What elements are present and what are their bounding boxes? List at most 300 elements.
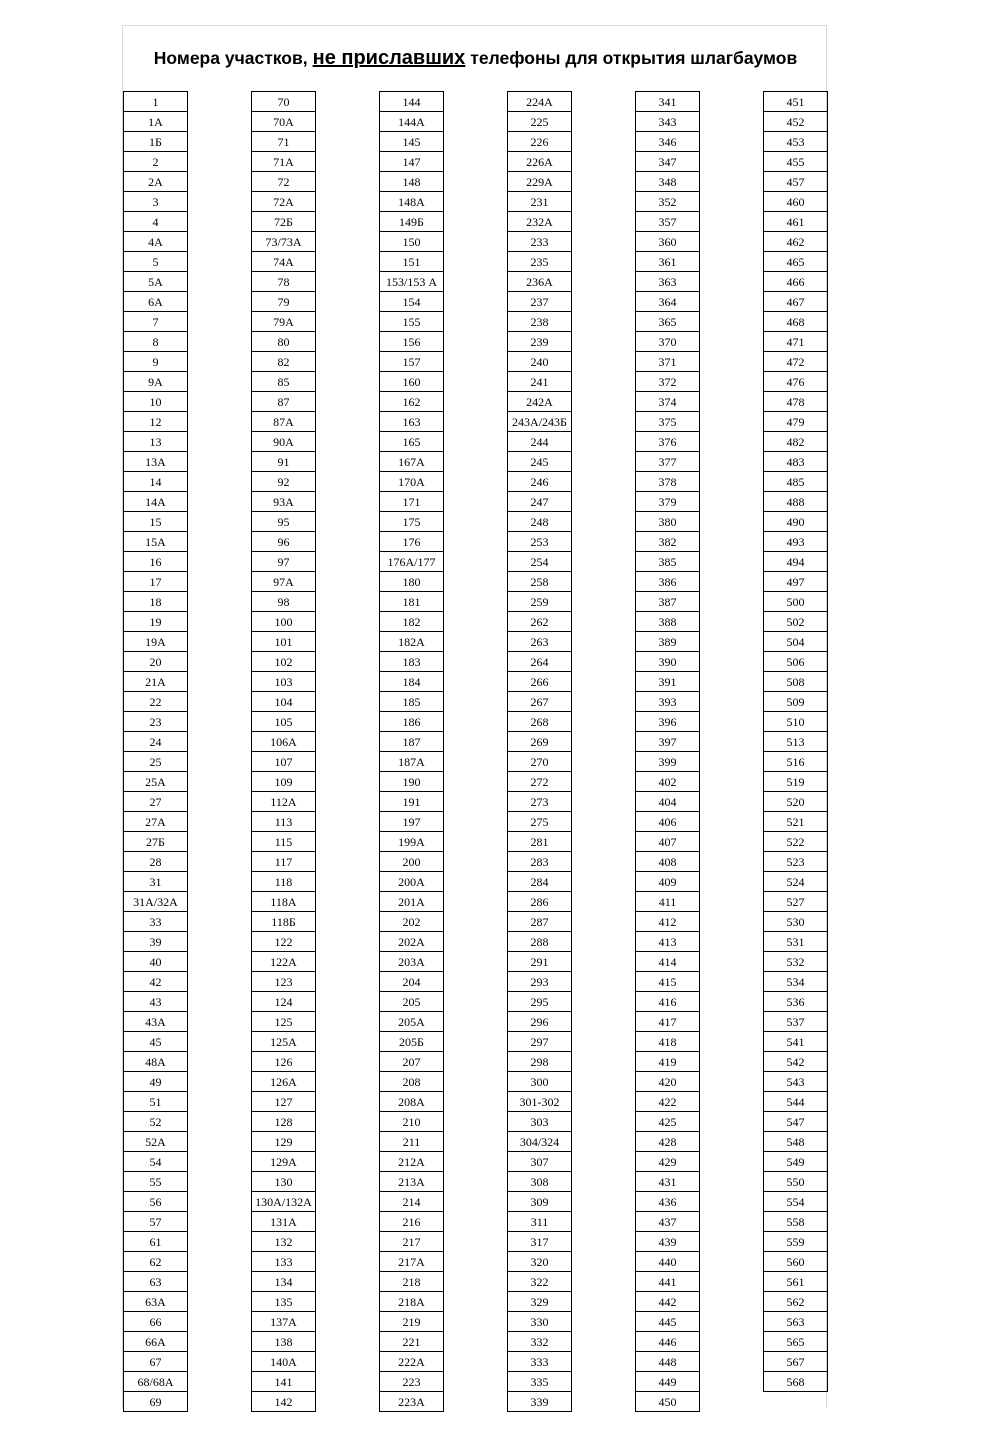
plot-number-cell: 56 bbox=[124, 1192, 187, 1212]
plot-number-cell: 375 bbox=[636, 412, 699, 432]
plot-number-cell: 70А bbox=[252, 112, 315, 132]
plot-number-cell: 506 bbox=[764, 652, 827, 672]
plot-column-5 bbox=[635, 91, 700, 1412]
plot-number-cell: 297 bbox=[508, 1032, 571, 1052]
plot-number-cell: 244 bbox=[508, 432, 571, 452]
plot-number-cell: 500 bbox=[764, 592, 827, 612]
plot-number-cell: 527 bbox=[764, 892, 827, 912]
plot-number-cell: 231 bbox=[508, 192, 571, 212]
plot-number-cell: 301-302 bbox=[508, 1092, 571, 1112]
plot-number-cell: 437 bbox=[636, 1212, 699, 1232]
plot-number-cell: 330 bbox=[508, 1312, 571, 1332]
plot-number-cell: 451 bbox=[764, 91, 827, 112]
plot-number-cell: 346 bbox=[636, 132, 699, 152]
plot-number-cell: 15А bbox=[124, 532, 187, 552]
plot-column-6 bbox=[763, 91, 828, 1392]
plot-number-cell: 79А bbox=[252, 312, 315, 332]
plot-number-cell: 516 bbox=[764, 752, 827, 772]
plot-number-cell: 457 bbox=[764, 172, 827, 192]
plot-number-cell: 40 bbox=[124, 952, 187, 972]
plot-number-cell: 31 bbox=[124, 872, 187, 892]
plot-number-cell: 187 bbox=[380, 732, 443, 752]
plot-number-cell: 268 bbox=[508, 712, 571, 732]
plot-number-cell: 422 bbox=[636, 1092, 699, 1112]
plot-number-cell: 25 bbox=[124, 752, 187, 772]
plot-number-cell: 339 bbox=[508, 1392, 571, 1412]
plot-number-cell: 300 bbox=[508, 1072, 571, 1092]
plot-number-cell: 380 bbox=[636, 512, 699, 532]
plot-number-cell: 118Б bbox=[252, 912, 315, 932]
plot-number-cell: 101 bbox=[252, 632, 315, 652]
plot-number-cell: 554 bbox=[764, 1192, 827, 1212]
plot-number-cell: 207 bbox=[380, 1052, 443, 1072]
plot-number-cell: 442 bbox=[636, 1292, 699, 1312]
plot-number-cell: 85 bbox=[252, 372, 315, 392]
plot-number-cell: 28 bbox=[124, 852, 187, 872]
plot-number-cell: 117 bbox=[252, 852, 315, 872]
plot-number-cell: 153/153 А bbox=[380, 272, 443, 292]
plot-number-cell: 549 bbox=[764, 1152, 827, 1172]
plot-number-cell: 205 bbox=[380, 992, 443, 1012]
plot-number-cell: 298 bbox=[508, 1052, 571, 1072]
plot-number-cell: 441 bbox=[636, 1272, 699, 1292]
plot-number-cell: 9А bbox=[124, 372, 187, 392]
title-prefix: Номера участков, bbox=[153, 48, 308, 68]
plot-number-cell: 563 bbox=[764, 1312, 827, 1332]
plot-number-cell: 2 bbox=[124, 152, 187, 172]
plot-number-cell: 90А bbox=[252, 432, 315, 452]
plot-number-cell: 504 bbox=[764, 632, 827, 652]
plot-number-cell: 510 bbox=[764, 712, 827, 732]
plot-number-cell: 24 bbox=[124, 732, 187, 752]
plot-number-cell: 71 bbox=[252, 132, 315, 152]
plot-number-cell: 513 bbox=[764, 732, 827, 752]
plot-number-cell: 542 bbox=[764, 1052, 827, 1072]
plot-number-cell: 236А bbox=[508, 272, 571, 292]
plot-number-cell: 273 bbox=[508, 792, 571, 812]
plot-number-cell: 379 bbox=[636, 492, 699, 512]
plot-number-cell: 490 bbox=[764, 512, 827, 532]
plot-number-cell: 240 bbox=[508, 352, 571, 372]
plot-number-cell: 66 bbox=[124, 1312, 187, 1332]
plot-number-cell: 1Б bbox=[124, 132, 187, 152]
plot-number-cell: 522 bbox=[764, 832, 827, 852]
plot-number-cell: 184 bbox=[380, 672, 443, 692]
plot-number-cell: 14А bbox=[124, 492, 187, 512]
plot-number-cell: 248 bbox=[508, 512, 571, 532]
plot-number-cell: 203А bbox=[380, 952, 443, 972]
plot-number-cell: 5А bbox=[124, 272, 187, 292]
plot-number-cell: 183 bbox=[380, 652, 443, 672]
plot-number-cell: 204 bbox=[380, 972, 443, 992]
plot-number-cell: 497 bbox=[764, 572, 827, 592]
plot-number-cell: 216 bbox=[380, 1212, 443, 1232]
plot-number-cell: 156 bbox=[380, 332, 443, 352]
plot-number-cell: 472 bbox=[764, 352, 827, 372]
plot-number-cell: 386 bbox=[636, 572, 699, 592]
plot-number-cell: 127 bbox=[252, 1092, 315, 1112]
plot-number-cell: 468 bbox=[764, 312, 827, 332]
plot-number-cell: 126А bbox=[252, 1072, 315, 1092]
plot-number-cell: 322 bbox=[508, 1272, 571, 1292]
plot-number-cell: 55 bbox=[124, 1172, 187, 1192]
plot-number-cell: 155 bbox=[380, 312, 443, 332]
plot-number-cell: 4 bbox=[124, 212, 187, 232]
plot-number-cell: 465 bbox=[764, 252, 827, 272]
plot-number-cell: 478 bbox=[764, 392, 827, 412]
plot-number-cell: 71А bbox=[252, 152, 315, 172]
plot-number-cell: 162 bbox=[380, 392, 443, 412]
plot-number-cell: 72А bbox=[252, 192, 315, 212]
plot-number-cell: 201А bbox=[380, 892, 443, 912]
plot-number-cell: 233 bbox=[508, 232, 571, 252]
plot-number-cell: 98 bbox=[252, 592, 315, 612]
plot-number-cell: 138 bbox=[252, 1332, 315, 1352]
plot-number-cell: 388 bbox=[636, 612, 699, 632]
plot-number-cell: 22 bbox=[124, 692, 187, 712]
plot-number-cell: 115 bbox=[252, 832, 315, 852]
plot-number-cell: 151 bbox=[380, 252, 443, 272]
plot-number-cell: 370 bbox=[636, 332, 699, 352]
plot-number-cell: 295 bbox=[508, 992, 571, 1012]
plot-number-cell: 452 bbox=[764, 112, 827, 132]
plot-number-cell: 258 bbox=[508, 572, 571, 592]
plot-number-cell: 393 bbox=[636, 692, 699, 712]
plot-number-cell: 208А bbox=[380, 1092, 443, 1112]
plot-number-cell: 95 bbox=[252, 512, 315, 532]
plot-number-cell: 19 bbox=[124, 612, 187, 632]
plot-number-cell: 521 bbox=[764, 812, 827, 832]
plot-number-cell: 118 bbox=[252, 872, 315, 892]
plot-number-cell: 148 bbox=[380, 172, 443, 192]
plot-number-cell: 91 bbox=[252, 452, 315, 472]
plot-number-cell: 190 bbox=[380, 772, 443, 792]
plot-column-1 bbox=[123, 91, 188, 1412]
plot-number-cell: 182 bbox=[380, 612, 443, 632]
plot-number-cell: 440 bbox=[636, 1252, 699, 1272]
plot-number-cell: 416 bbox=[636, 992, 699, 1012]
plot-number-cell: 281 bbox=[508, 832, 571, 852]
plot-number-cell: 439 bbox=[636, 1232, 699, 1252]
plot-number-cell: 407 bbox=[636, 832, 699, 852]
plot-number-cell: 3 bbox=[124, 192, 187, 212]
plot-number-cell: 67 bbox=[124, 1352, 187, 1372]
plot-number-cell: 453 bbox=[764, 132, 827, 152]
plot-number-cell: 267 bbox=[508, 692, 571, 712]
plot-number-cell: 547 bbox=[764, 1112, 827, 1132]
plot-number-cell: 97 bbox=[252, 552, 315, 572]
plot-number-cell: 125 bbox=[252, 1012, 315, 1032]
plot-number-cell: 562 bbox=[764, 1292, 827, 1312]
plot-number-cell: 284 bbox=[508, 872, 571, 892]
plot-number-cell: 376 bbox=[636, 432, 699, 452]
plot-number-cell: 385 bbox=[636, 552, 699, 572]
plot-number-cell: 49 bbox=[124, 1072, 187, 1092]
plot-number-cell: 27А bbox=[124, 812, 187, 832]
plot-number-cell: 411 bbox=[636, 892, 699, 912]
plot-number-cell: 304/324 bbox=[508, 1132, 571, 1152]
plot-number-cell: 66А bbox=[124, 1332, 187, 1352]
plot-number-cell: 33 bbox=[124, 912, 187, 932]
plot-number-cell: 27Б bbox=[124, 832, 187, 852]
plot-number-cell: 390 bbox=[636, 652, 699, 672]
plot-number-cell: 374 bbox=[636, 392, 699, 412]
plot-number-cell: 449 bbox=[636, 1372, 699, 1392]
plot-number-cell: 536 bbox=[764, 992, 827, 1012]
plot-number-cell: 2А bbox=[124, 172, 187, 192]
plot-number-cell: 341 bbox=[636, 91, 699, 112]
plot-number-cell: 4А bbox=[124, 232, 187, 252]
plot-number-cell: 263 bbox=[508, 632, 571, 652]
plot-number-cell: 288 bbox=[508, 932, 571, 952]
plot-number-cell: 135 bbox=[252, 1292, 315, 1312]
plot-number-cell: 12 bbox=[124, 412, 187, 432]
plot-number-cell: 396 bbox=[636, 712, 699, 732]
plot-number-cell: 534 bbox=[764, 972, 827, 992]
plot-number-cell: 25А bbox=[124, 772, 187, 792]
plot-number-cell: 87А bbox=[252, 412, 315, 432]
plot-number-cell: 467 bbox=[764, 292, 827, 312]
plot-number-cell: 176А/177 bbox=[380, 552, 443, 572]
plot-number-cell: 217А bbox=[380, 1252, 443, 1272]
plot-number-cell: 157 bbox=[380, 352, 443, 372]
plot-number-cell: 15 bbox=[124, 512, 187, 532]
plot-number-cell: 5 bbox=[124, 252, 187, 272]
plot-number-cell: 414 bbox=[636, 952, 699, 972]
plot-number-cell: 222А bbox=[380, 1352, 443, 1372]
plot-number-cell: 448 bbox=[636, 1352, 699, 1372]
plot-column-4 bbox=[507, 91, 572, 1412]
plot-number-cell: 63А bbox=[124, 1292, 187, 1312]
plot-number-cell: 104 bbox=[252, 692, 315, 712]
plot-column-3 bbox=[379, 91, 444, 1412]
plot-number-cell: 112А bbox=[252, 792, 315, 812]
plot-number-cell: 237 bbox=[508, 292, 571, 312]
plot-number-cell: 455 bbox=[764, 152, 827, 172]
plot-number-cell: 102 bbox=[252, 652, 315, 672]
plot-number-cell: 431 bbox=[636, 1172, 699, 1192]
title-emphasis: не приславших bbox=[312, 47, 466, 69]
plot-number-cell: 13А bbox=[124, 452, 187, 472]
plot-number-cell: 436 bbox=[636, 1192, 699, 1212]
plot-number-cell: 509 bbox=[764, 692, 827, 712]
plot-number-cell: 544 bbox=[764, 1092, 827, 1112]
plot-number-cell: 132 bbox=[252, 1232, 315, 1252]
plot-number-cell: 311 bbox=[508, 1212, 571, 1232]
plot-number-cell: 1А bbox=[124, 112, 187, 132]
plot-number-cell: 283 bbox=[508, 852, 571, 872]
plot-number-cell: 270 bbox=[508, 752, 571, 772]
plot-number-cell: 63 bbox=[124, 1272, 187, 1292]
plot-number-cell: 199А bbox=[380, 832, 443, 852]
plot-number-cell: 10 bbox=[124, 392, 187, 412]
plot-number-cell: 247 bbox=[508, 492, 571, 512]
plot-number-cell: 471 bbox=[764, 332, 827, 352]
plot-number-cell: 530 bbox=[764, 912, 827, 932]
plot-number-cell: 137А bbox=[252, 1312, 315, 1332]
plot-number-cell: 61 bbox=[124, 1232, 187, 1252]
plot-number-cell: 129 bbox=[252, 1132, 315, 1152]
plot-number-cell: 246 bbox=[508, 472, 571, 492]
plot-number-cell: 70 bbox=[252, 91, 315, 112]
plot-number-cell: 567 bbox=[764, 1352, 827, 1372]
plot-number-cell: 266 bbox=[508, 672, 571, 692]
plot-number-cell: 317 bbox=[508, 1232, 571, 1252]
plot-number-cell: 445 bbox=[636, 1312, 699, 1332]
plot-number-cell: 364 bbox=[636, 292, 699, 312]
plot-number-cell: 52 bbox=[124, 1112, 187, 1132]
plot-number-cell: 382 bbox=[636, 532, 699, 552]
plot-number-cell: 296 bbox=[508, 1012, 571, 1032]
plot-number-cell: 72 bbox=[252, 172, 315, 192]
plot-number-cell: 308 bbox=[508, 1172, 571, 1192]
page-title bbox=[123, 26, 828, 91]
plot-number-cell: 133 bbox=[252, 1252, 315, 1272]
plot-number-cell: 130А/132А bbox=[252, 1192, 315, 1212]
plot-number-cell: 565 bbox=[764, 1332, 827, 1352]
plot-number-cell: 27 bbox=[124, 792, 187, 812]
plot-number-cell: 13 bbox=[124, 432, 187, 452]
plot-number-cell: 180 bbox=[380, 572, 443, 592]
plot-number-cell: 460 bbox=[764, 192, 827, 212]
plot-number-cell: 68/68А bbox=[124, 1372, 187, 1392]
document-page bbox=[122, 25, 827, 1408]
plot-number-cell: 218А bbox=[380, 1292, 443, 1312]
plot-number-cell: 262 bbox=[508, 612, 571, 632]
plot-number-cell: 219 bbox=[380, 1312, 443, 1332]
plot-number-cell: 45 bbox=[124, 1032, 187, 1052]
plot-number-cell: 259 bbox=[508, 592, 571, 612]
plot-number-cell: 131А bbox=[252, 1212, 315, 1232]
plot-number-cell: 543 bbox=[764, 1072, 827, 1092]
plot-number-cell: 100 bbox=[252, 612, 315, 632]
plot-number-cell: 372 bbox=[636, 372, 699, 392]
plot-number-cell: 537 bbox=[764, 1012, 827, 1032]
plot-number-cell: 483 bbox=[764, 452, 827, 472]
plot-number-cell: 187А bbox=[380, 752, 443, 772]
plot-number-cell: 103 bbox=[252, 672, 315, 692]
plot-number-cell: 149Б bbox=[380, 212, 443, 232]
plot-number-cell: 144А bbox=[380, 112, 443, 132]
plot-number-cell: 87 bbox=[252, 392, 315, 412]
plot-number-cell: 550 bbox=[764, 1172, 827, 1192]
plot-number-cell: 235 bbox=[508, 252, 571, 272]
plot-number-cell: 450 bbox=[636, 1392, 699, 1412]
plot-number-cell: 413 bbox=[636, 932, 699, 952]
plot-number-cell: 309 bbox=[508, 1192, 571, 1212]
plot-number-cell: 160 bbox=[380, 372, 443, 392]
plot-number-cell: 348 bbox=[636, 172, 699, 192]
plot-number-cell: 523 bbox=[764, 852, 827, 872]
plot-number-cell: 21А bbox=[124, 672, 187, 692]
plot-number-cell: 43А bbox=[124, 1012, 187, 1032]
plot-number-cell: 360 bbox=[636, 232, 699, 252]
plot-number-cell: 211 bbox=[380, 1132, 443, 1152]
plot-number-cell: 239 bbox=[508, 332, 571, 352]
plot-number-cell: 167А bbox=[380, 452, 443, 472]
plot-number-cell: 19А bbox=[124, 632, 187, 652]
plot-number-cell: 51 bbox=[124, 1092, 187, 1112]
plot-number-cell: 171 bbox=[380, 492, 443, 512]
plot-number-cell: 197 bbox=[380, 812, 443, 832]
plot-number-cell: 548 bbox=[764, 1132, 827, 1152]
plot-number-cell: 181 bbox=[380, 592, 443, 612]
plot-number-cell: 264 bbox=[508, 652, 571, 672]
plot-number-cell: 23 bbox=[124, 712, 187, 732]
plot-number-cell: 232А bbox=[508, 212, 571, 232]
plot-number-cell: 412 bbox=[636, 912, 699, 932]
plot-number-cell: 62 bbox=[124, 1252, 187, 1272]
plot-number-cell: 128 bbox=[252, 1112, 315, 1132]
plot-number-cell: 130 bbox=[252, 1172, 315, 1192]
plot-number-cell: 223 bbox=[380, 1372, 443, 1392]
plot-number-cell: 223А bbox=[380, 1392, 443, 1412]
plot-number-cell: 229А bbox=[508, 172, 571, 192]
plot-number-cell: 389 bbox=[636, 632, 699, 652]
plot-number-cell: 14 bbox=[124, 472, 187, 492]
plot-number-cell: 134 bbox=[252, 1272, 315, 1292]
plot-number-cell: 397 bbox=[636, 732, 699, 752]
plot-number-cell: 205Б bbox=[380, 1032, 443, 1052]
plot-number-cell: 329 bbox=[508, 1292, 571, 1312]
plot-number-cell: 420 bbox=[636, 1072, 699, 1092]
plot-number-cell: 357 bbox=[636, 212, 699, 232]
plot-number-cell: 466 bbox=[764, 272, 827, 292]
plot-number-cell: 142 bbox=[252, 1392, 315, 1412]
plot-number-cell: 391 bbox=[636, 672, 699, 692]
plot-number-cell: 96 bbox=[252, 532, 315, 552]
plot-number-cell: 425 bbox=[636, 1112, 699, 1132]
plot-number-cell: 253 bbox=[508, 532, 571, 552]
plot-number-cell: 107 bbox=[252, 752, 315, 772]
plot-number-cell: 200А bbox=[380, 872, 443, 892]
plot-number-cell: 352 bbox=[636, 192, 699, 212]
plot-number-cell: 191 bbox=[380, 792, 443, 812]
plot-number-cell: 378 bbox=[636, 472, 699, 492]
plot-number-cell: 214 bbox=[380, 1192, 443, 1212]
plot-number-cell: 242А bbox=[508, 392, 571, 412]
plot-number-cell: 52А bbox=[124, 1132, 187, 1152]
plot-number-cell: 417 bbox=[636, 1012, 699, 1032]
plot-number-cell: 176 bbox=[380, 532, 443, 552]
plot-number-cell: 144 bbox=[380, 91, 443, 112]
plot-number-cell: 320 bbox=[508, 1252, 571, 1272]
plot-number-cell: 559 bbox=[764, 1232, 827, 1252]
plot-number-cell: 54 bbox=[124, 1152, 187, 1172]
plot-number-cell: 74А bbox=[252, 252, 315, 272]
plot-number-cell: 361 bbox=[636, 252, 699, 272]
plot-number-cell: 502 bbox=[764, 612, 827, 632]
plot-number-cell: 165 bbox=[380, 432, 443, 452]
plot-number-cell: 82 bbox=[252, 352, 315, 372]
plot-number-cell: 200 bbox=[380, 852, 443, 872]
plot-number-cell: 20 bbox=[124, 652, 187, 672]
plot-number-cell: 218 bbox=[380, 1272, 443, 1292]
plot-number-cell: 147 bbox=[380, 152, 443, 172]
plot-number-cell: 419 bbox=[636, 1052, 699, 1072]
plot-number-cell: 245 bbox=[508, 452, 571, 472]
plot-number-cell: 9 bbox=[124, 352, 187, 372]
plot-number-cell: 97А bbox=[252, 572, 315, 592]
plot-number-cell: 57 bbox=[124, 1212, 187, 1232]
title-suffix: телефоны для открытия шлагбаумов bbox=[470, 48, 798, 68]
plot-number-cell: 126 bbox=[252, 1052, 315, 1072]
plot-number-cell: 404 bbox=[636, 792, 699, 812]
plot-number-cell: 243А/243Б bbox=[508, 412, 571, 432]
plot-number-cell: 520 bbox=[764, 792, 827, 812]
plot-number-cell: 335 bbox=[508, 1372, 571, 1392]
plot-number-cell: 1 bbox=[124, 91, 187, 112]
